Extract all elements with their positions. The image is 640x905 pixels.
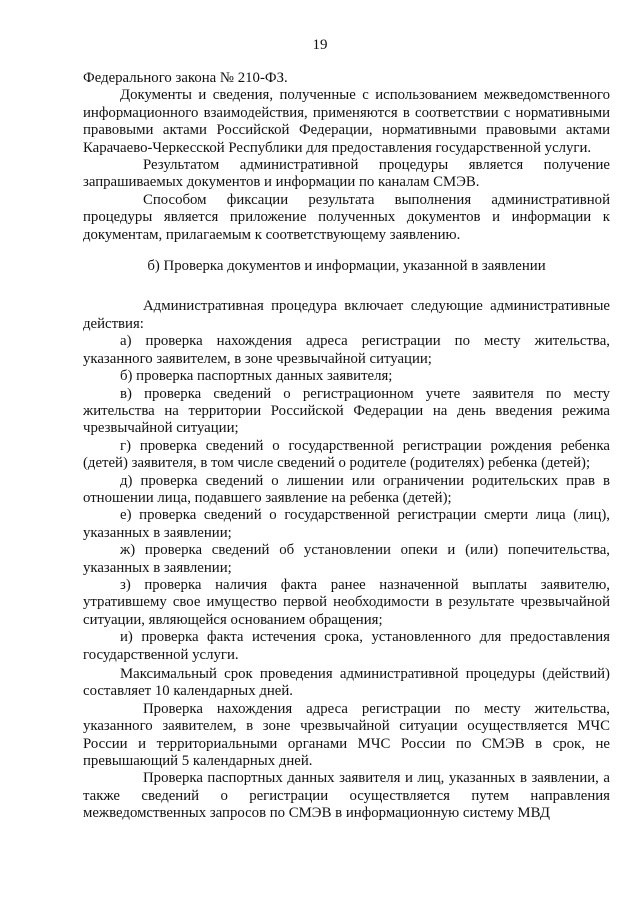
list-item: д) проверка сведений о лишении или ограничении родительских прав в отношении лица, подавшего заявление на ребенка (детей);	[83, 472, 610, 506]
paragraph: Результатом административной процедуры является получение запрашиваемых документов и информации по каналам СМЭВ.	[83, 157, 610, 191]
list-item: б) проверка паспортных данных заявителя;	[120, 368, 393, 385]
paragraph: Максимальный срок проведения административной процедуры (действий) составляет 10 календарных дней.	[83, 666, 610, 700]
list-item: а) проверка нахождения адреса регистрации по месту жительства, указанного заявителем, в зоне чрезвычайной ситуации;	[83, 333, 610, 367]
list-item: г) проверка сведений о государственной регистрации рождения ребенка (детей) заявителя, в том числе сведений о родителе (родителях) ребенка (детей);	[83, 437, 610, 472]
document-body	[83, 70, 610, 823]
list-item: в) проверка сведений о регистрационном учете заявителя по месту жительства на территории Российской Федерации на день введения режима чрезвычайной ситуации;	[83, 385, 610, 437]
paragraph: Проверка паспортных данных заявителя и лиц, указанных в заявлении, а также сведений о регистрации осуществляется путем направления межведомственных запросов по СМЭВ в информационную систему МВД	[83, 770, 610, 822]
paragraph: Административная процедура включает следующие административные действия:	[83, 298, 610, 332]
paragraph: Проверка нахождения адреса регистрации по месту жительства, указанного заявителем, в зоне чрезвычайной ситуации осуществляется МЧС России и территориальными органами МЧС России по СМЭВ в срок, не превышающий 5 календарных дней.	[83, 700, 610, 770]
list-item: з) проверка наличия факта ранее назначенной выплаты заявителю, утратившему свое имущество первой необходимости в результате чрезвычайной ситуации, являющейся основанием обращения;	[83, 576, 610, 628]
list-item: е) проверка сведений о государственной регистрации смерти лица (лиц), указанных в заявлении;	[83, 507, 610, 541]
paragraph: Документы и сведения, полученные с использованием межведомственного информационного взаимодействия, применяются в соответствии с нормативными правовыми актами Российской Федерации, нормативными правовыми актами Карачаево-Черкесской Республики для предоставления государственной услуги.	[83, 87, 610, 156]
list-item: и) проверка факта истечения срока, установленного для предоставления государственной услуги.	[83, 629, 610, 663]
page-number: 19	[312, 37, 328, 53]
paragraph: Федерального закона № 210-ФЗ.	[83, 70, 288, 86]
section-heading: б) Проверка документов и информации, указанной в заявлении	[147, 258, 546, 275]
paragraph: Способом фиксации результата выполнения административной процедуры является приложение полученных документов и информации к документам, прилагаемым к соответствующему заявлению.	[83, 191, 610, 243]
list-item: ж) проверка сведений об установлении опеки и (или) попечительства, указанных в заявлении;	[83, 542, 610, 576]
